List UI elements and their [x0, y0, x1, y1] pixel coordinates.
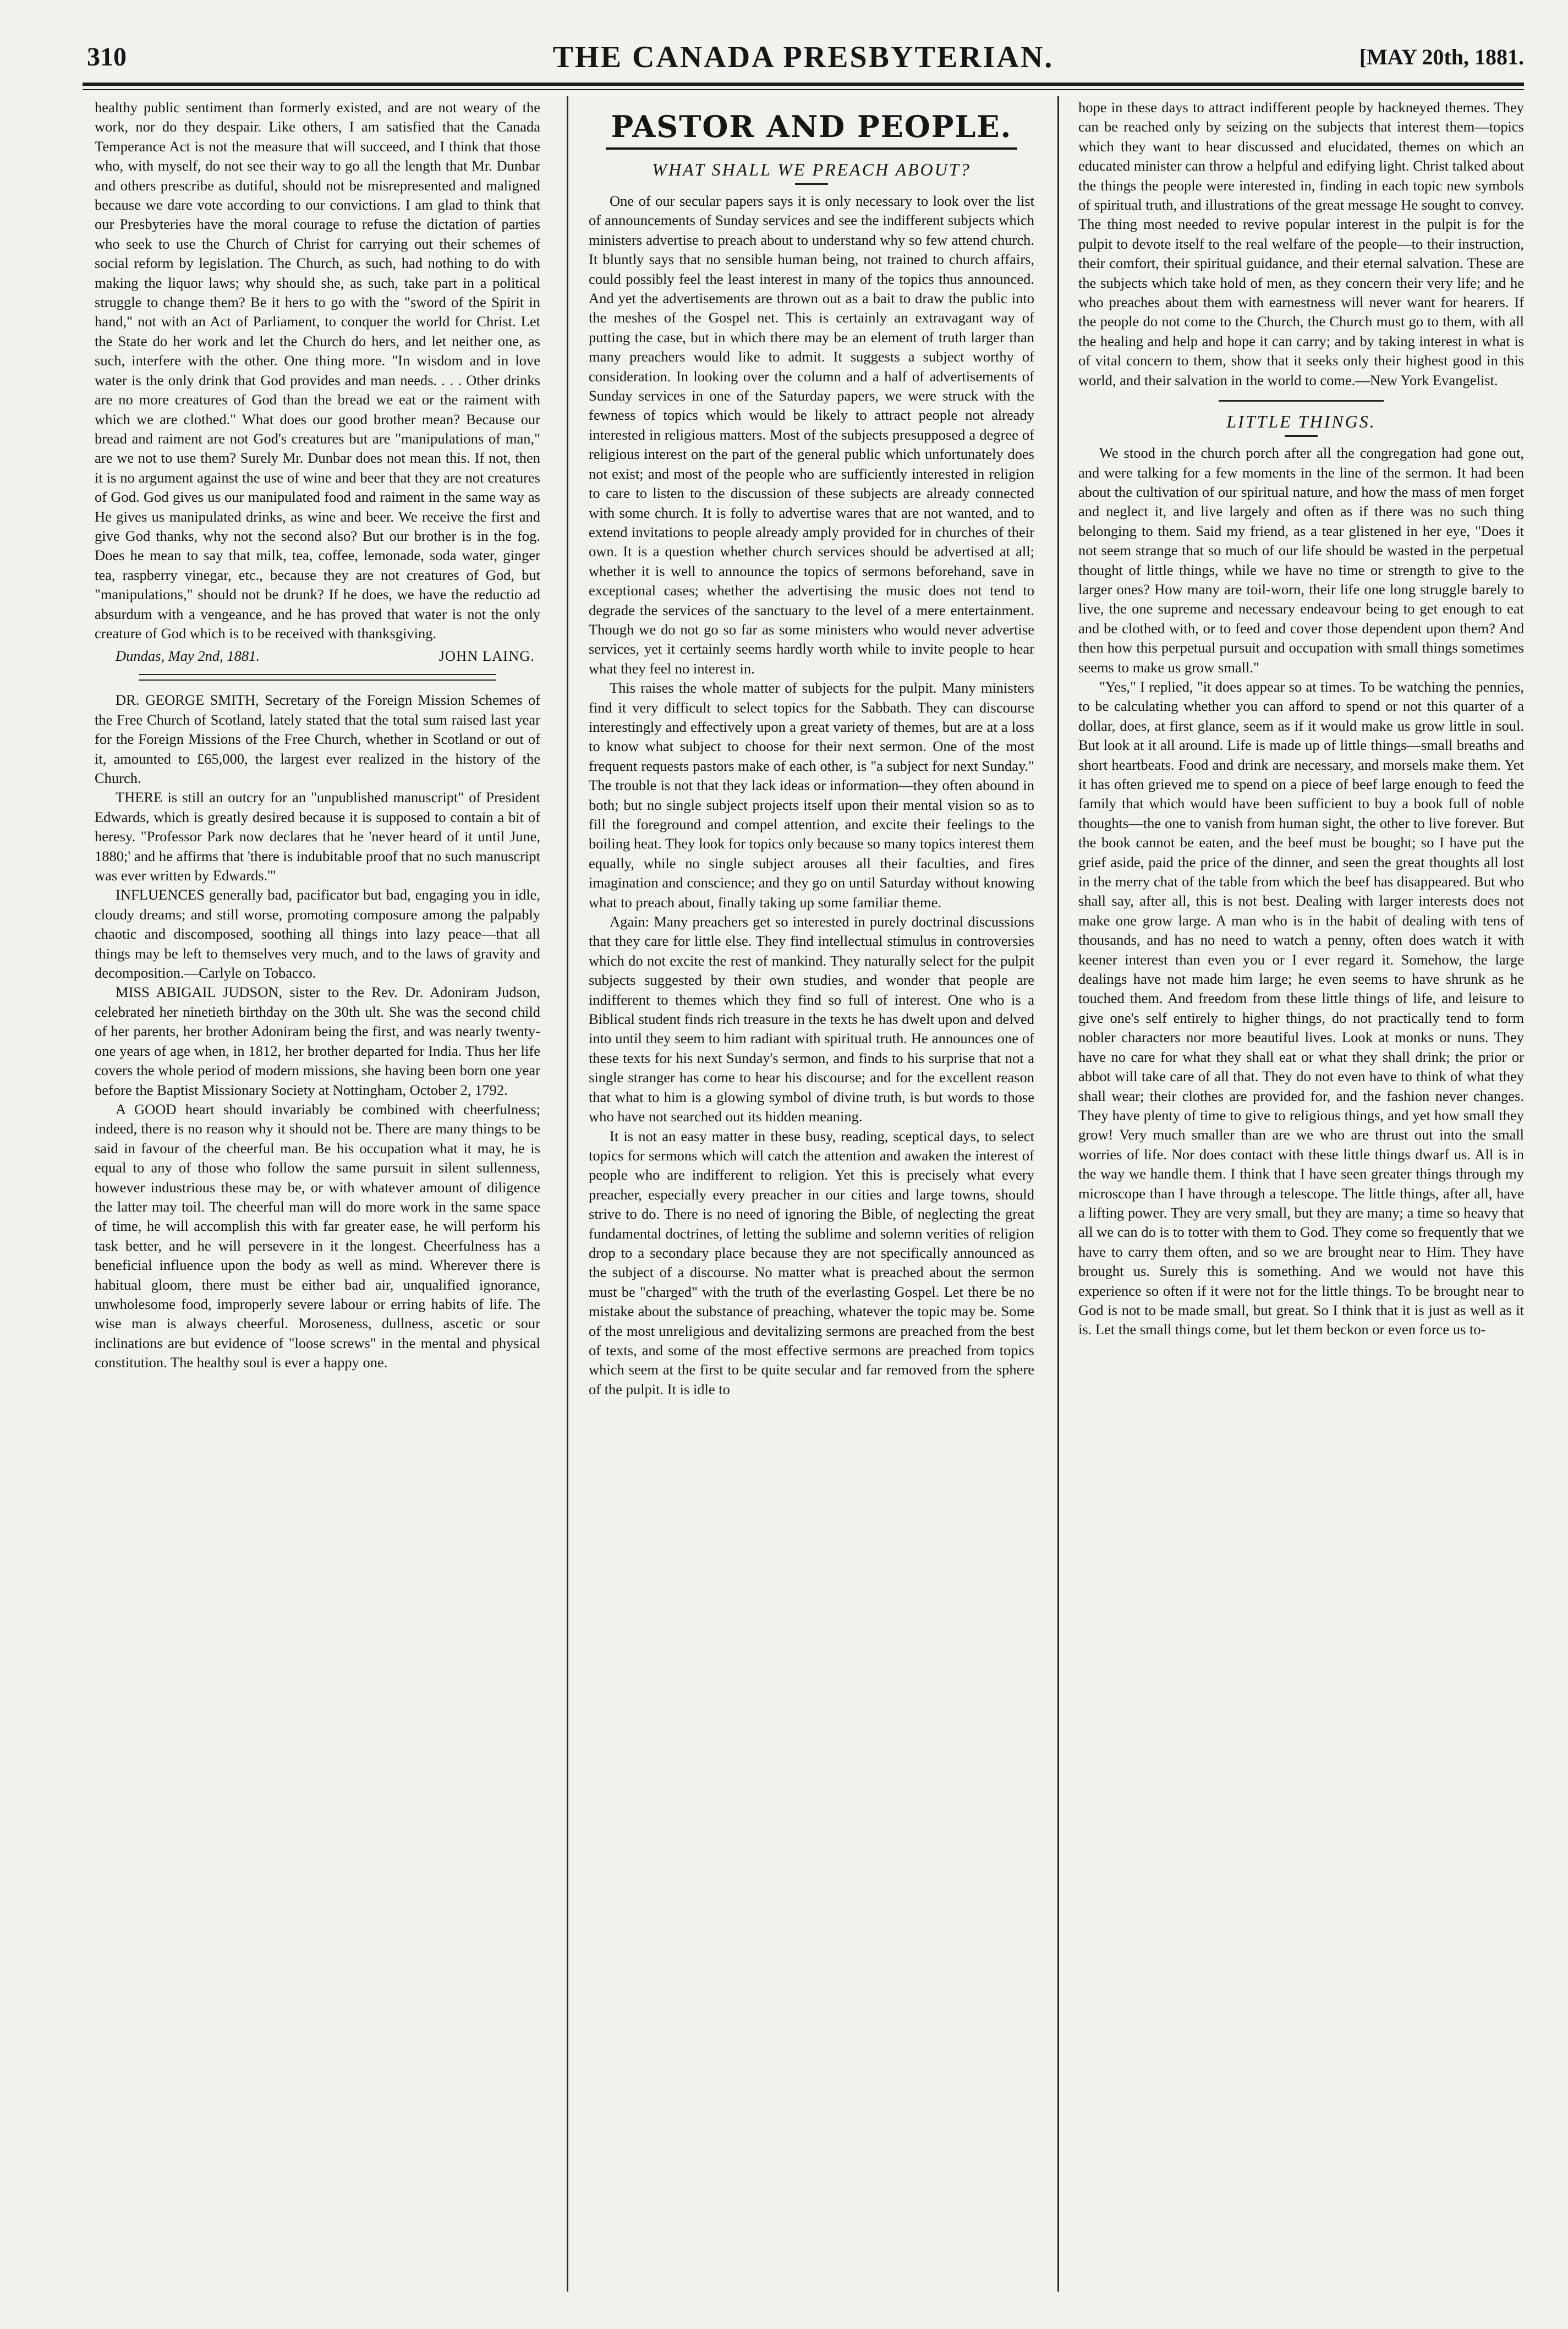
masthead-rule	[83, 83, 1524, 86]
masthead-rule-thin	[83, 89, 1524, 90]
article-title: WHAT SHALL WE PREACH ABOUT?	[652, 160, 971, 179]
column-2	[589, 98, 1034, 1399]
signoff-place: Dundas, May 2nd, 1881.	[116, 648, 260, 665]
journal-title: THE CANADA PRESBYTERIAN.	[552, 40, 1054, 74]
separator	[1219, 400, 1384, 402]
news-item: A GOOD heart should invariably be combined with cheerfulness; indeed, there is no reason why it should not be. There are many things to be said in favour of the cheerful man. Be his occupation what it may, he is equal to any of those who follow the same pursuit in silent sullenness, however industrious these may be, or with whatever amount of diligence the latter may toil. The cheerful man will do more work in the same space of time, he will accomplish this with far greater ease, he will perform his task better, and he will persevere in it the longest. Cheerfulness has a beneficial influence upon the body as well as mind. Wherever there is habitual gloom, there must be either bad air, unqualified ignorance, unwholesome food, improperly severe labour or erring habits of life. The wise man is always cheerful. Moroseness, dullness, ascetic or sour inclinations are but evidence of "loose screws" in the mental and physical constitution. The healthy soul is ever a happy one.	[95, 1100, 540, 1371]
signoff-author: JOHN LAING.	[438, 648, 535, 665]
issue-date: [MAY 20th, 1881.	[1359, 45, 1524, 69]
title-rule	[1285, 435, 1318, 437]
article-paragraph: Again: Many preachers get so interested in purely doctrinal discussions that they care for little else. They find intellectual stimulus in controversies which do not excite the rest of mankind. They naturally select for the pulpit subjects suggested by their own studies, and wonder that people are indifferent to themes which they find so full of interest. One who is a Biblical student finds rich treasure in the texts he has dwelt upon and delved into until they seem to him radiant with spiritual truth. He announces one of these texts for his next Sunday's sermon, and finds to his surprise that not a single stranger has come to hear his discourse; and for the excellent reason that what to him is a glowing symbol of divine truth, is but words to those who have not searched out its hidden meaning.	[589, 913, 1034, 1125]
article-paragraph: "Yes," I replied, "it does appear so at times. To be watching the pennies, to be calculating whether you can afford to spend or not this quarter of a dollar, does, at first glance, seem as if it would make us grow little in soul. But look at it all around. Life is made up of little things—small breaths and short heartbeats. Food and drink are necessary, and morsels make them. Yet it has often grieved me to spend on a piece of beef large enough to feed the family that which would have been sufficient to buy a book full of noble thoughts—the one to vanish from human sight, the other to live forever. But the book cannot be eaten, and the beef must be bought; so I have put the grief aside, paid the price of the dinner, and seen the great thoughts all lost in the merry chat of the table from which the beef has disappeared. But who shall say, after all, this is not best. Dealing with larger interests does not make one grow large. A man who is in the habit of dealing with tens of thousands, and has no need to watch a penny, often does watch it with keener interest than even you or I ever regard it. Somehow, the large dealings have not made him large; he even seems to have shrunk as he touched them. And freedom from these little things of life, and leisure to give one's self entirely to higher things, do not practically tend to form nobler characters nor more beautiful lives. Look at monks or nuns. They have no care for what they shall eat or what they shall drink; the prior or abbot will take care of all that. They do not even have to think of what they shall wear; their clothes are provided for, and the fashion never changes. They have plenty of time to give to religious things, and yet how small they grow! Very much smaller than are we who are thrust out into the small worries of life. Nor does contact with these little things dwarf us. All is in the way we handle them. I think that I have seen greater things through my microscope than I have through a telescope. The little things, after all, have a lifting power. They are very small, but they are many; a time so heavy that all we can do is to totter with them to God. They come so frequently that we have to carry them often, and so we are brought near to Him. They have brought us. Surely this is something. And we would not have this experience so often if it were not for the little things. To be brought near to God is not to be made small, but great. So I think that it is just as well as it is. Let the small things come, but let them beckon or even force us to-	[1078, 678, 1524, 1338]
article-paragraph: We stood in the church porch after all the congregation had gone out, and were talking for a few moments in the line of the sermon. It had been about the cultivation of our spiritual nature, and how the mass of men forget and neglect it, and live largely and often as if there was no such thing belonging to them. Said my friend, as a tear glistened in her eye, "Does it not seem strange that so much of our life should be wasted in the perpetual thought of little things, while we have no time or strength to give to the larger ones? How many are toil-worn, their life one long struggle barely to live, the one supreme and necessary endeavour being to get enough to eat and be clothed with, or to feed and cover those dependent upon them? And then how this perpetual pursuit and occupation with small things sometimes seems to make us grow small."	[1078, 445, 1524, 676]
news-item: INFLUENCES generally bad, pacificator but bad, engaging you in idle, cloudy dreams; and still worse, promoting composure among the palpably chaotic and discomposed, soothing all things into lazy peace—that all things may be left to themselves very much, and to the laws of gravity and decomposition.—Carlyle on Tobacco.	[95, 886, 540, 982]
letter-text: healthy public sentiment than formerly existed, and are not weary of the work, nor do they despair. Like others, I am satisfied that the Canada Temperance Act is not the measure that will succeed, and I think that those who, with myself, do not see their way to go all the length that Mr. Dunbar and others prescribe as dutiful, should not be misrepresented and maligned because we dare vote according to our convictions. I am glad to think that our Presbyteries have the moral courage to refuse the dictation of parties who seek to use the Church of Christ for carrying out their schemes of social reform by legislation. The Church, as such, had nothing to do with making the liquor laws; why should she, as such, take part in a political struggle to change them? Be it hers to go with the "sword of the Spirit in hand," not with an Act of Parliament, to conquer the world for Christ. Let the State do her work and let the Church do hers, and let neither one, as such, interfere with the other. One thing more. "In wisdom and in love water is the only drink that God provides and man needs. . . . Other drinks are no more creatures of God than the bread we eat or the raiment with which we are clothed." What does our good brother mean? Because our bread and raiment are not God's creatures but are "manipulations of man," are we not to use them? Surely Mr. Dunbar does not mean this. If not, then it is no argument against the use of wine and beer that they are not creatures of God. God gives us our manipulated food and raiment in the same way as He gives us manipulated drinks, as wine and beer. We receive the first and give God thanks, why not the second also? But our brother is in the fog. Does he mean to say that milk, tea, coffee, lemonade, soda water, ginger tea, raspberry vinegar, etc., because they are not creatures of God, but "manipulations," should not be drunk? If he does, we have the reductio ad absurdum with a vengeance, and he has proved that water is not the only creature of God which is to be received with thanksgiving.	[95, 99, 540, 642]
article-paragraph: It is not an easy matter in these busy, reading, sceptical days, to select topics for sermons which will catch the attention and awaken the interest of people who are indifferent to religion. Yet this is precisely what every preacher, especially every preacher in our cities and large towns, should strive to do. There is no need of ignoring the Bible, of neglecting the great fundamental doctrines, of letting the sublime and solemn verities of religion drop to a secondary place because they are not specifically announced as the subject of a discourse. No matter what is preached about the sermon must be "charged" with the truth of the everlasting Gospel. Let there be no mistake about the substance of preaching, whatever the topic may be. Some of the most unreligious and devitalizing sermons are preached from the best of texts, and some of the most effective sermons are preached from topics which seem at the first to be quite secular and far removed from the sphere of the pulpit. It is idle to	[589, 1127, 1034, 1398]
column-rule	[1057, 96, 1059, 2292]
article-title: LITTLE THINGS.	[1226, 412, 1376, 432]
article-paragraph: hope in these days to attract indifferent people by hackneyed themes. They can be reached only by seizing on the subjects that interest them—topics which they want to hear discussed and elucidated, themes on which an educated minister can throw a helpful and edifying light. Christ talked about the things the people were interested in, finding in each topic new symbols of spiritual truth, and illustrations of the great message He sought to convey. The thing most needed to revive popular interest in the pulpit is for the pulpit to devote itself to the real welfare of the people—to their instruction, their comfort, their spiritual guidance, and their eternal salvation. These are the subjects which take hold of men, as they concern their very life; and he who preaches about them with earnestness will never want for hearers. If the people do not come to the Church, the Church must go to them, with all the healing and help and hope it can carry; and by taking interest in what is of vital concern to them, show that it seeks only their highest good in this world, and their salvation in the world to come.—New York Evangelist.	[1078, 99, 1524, 388]
page-number: 310	[87, 42, 127, 72]
column-3	[1078, 98, 1524, 1340]
section-heading: PASTOR AND PEOPLE.	[589, 109, 1034, 150]
column-1	[95, 98, 540, 1373]
title-rule	[795, 183, 828, 185]
article-paragraph: One of our secular papers says it is only necessary to look over the list of announcements of Sunday services and see the indifferent subjects which ministers advertise to preach about to understand why so few attend church. It bluntly says that no sensible human being, not trained to church affairs, could possibly feel the least interest in many of the topics thus announced. And yet the advertisements are thrown out as a bait to draw the public into the meshes of the Gospel net. This is certainly an extravagant way of putting the case, but in which there may be an element of truth larger than many preachers would like to admit. It suggests a subject worthy of consideration. In looking over the column and a half of advertisements of Sunday services in one of the Saturday papers, we were struck with the fewness of topics which would be likely to attract people not already interested in religious matters. Most of the subjects presupposed a degree of religious interest on the part of the general public which unfortunately does not exist; and most of the people who are sufficiently interested in religion to care to listen to the discussion of these subjects are already connected with some church. It is folly to advertise wares that are not wanted, and to extend invitations to people already amply provided for in churches of their own. It is a question whether church services should be advertised at all; whether it is well to announce the topics of sermons beforehand, save in exceptional cases; whether the advertising the music does not tend to degrade the services of the sanctuary to the level of a mere entertainment. Though we do not go so far as some ministers who would never advertise services, yet it certainly seems hardly worth while to invite people to hear what they feel no interest in.	[589, 193, 1034, 677]
article-paragraph: This raises the whole matter of subjects for the pulpit. Many ministers find it very difficult to select topics for the Sabbath. They can discourse interestingly and effectively upon a great variety of themes, but are at a loss to know what subject to choose for their next sermon. One of the most frequent requests pastors make of each other, is "a subject for next Sunday." The trouble is not that they lack ideas or information—they often abound in both; but no single subject projects itself upon their mental vision so as to fill the foreground and compel attention, and excite their feelings to the boiling heat. They look for topics only because so many topics interest them equally, while no single subject arouses all their faculties, and fires imagination and conscience; and they go on until Saturday without knowing what to preach about, finally taking up some familiar theme.	[589, 679, 1034, 911]
news-item: DR. GEORGE SMITH, Secretary of the Foreign Mission Schemes of the Free Church of Scotland, lately stated that the total sum raised last year for the Foreign Missions of the Free Church, whether in Scotland or out of it, amounted to £65,000, the largest ever realized in the history of the Church.	[95, 692, 540, 786]
masthead	[83, 37, 1524, 76]
news-item: MISS ABIGAIL JUDSON, sister to the Rev. Dr. Adoniram Judson, celebrated her ninetieth birthday on the 30th ult. She was the second child of her parents, her brother Adoniram being the first, and was nearly twenty-one years of age when, in 1812, her brother departed for India. Thus her life covers the whole period of modern missions, she having been born one year before the Baptist Missionary Society at Nottingham, October 2, 1792.	[95, 984, 540, 1098]
letter-signoff	[95, 645, 540, 666]
news-item: THERE is still an outcry for an "unpublished manuscript" of President Edwards, which is greatly desired because it is supposed to contain a bit of heresy. "Professor Park now declares that he 'never heard of it until June, 1880;' and he affirms that 'there is indubitable proof that no such manuscript was ever written by Edwards.'"	[95, 789, 540, 884]
column-rule	[567, 96, 568, 2292]
separator	[139, 674, 496, 681]
